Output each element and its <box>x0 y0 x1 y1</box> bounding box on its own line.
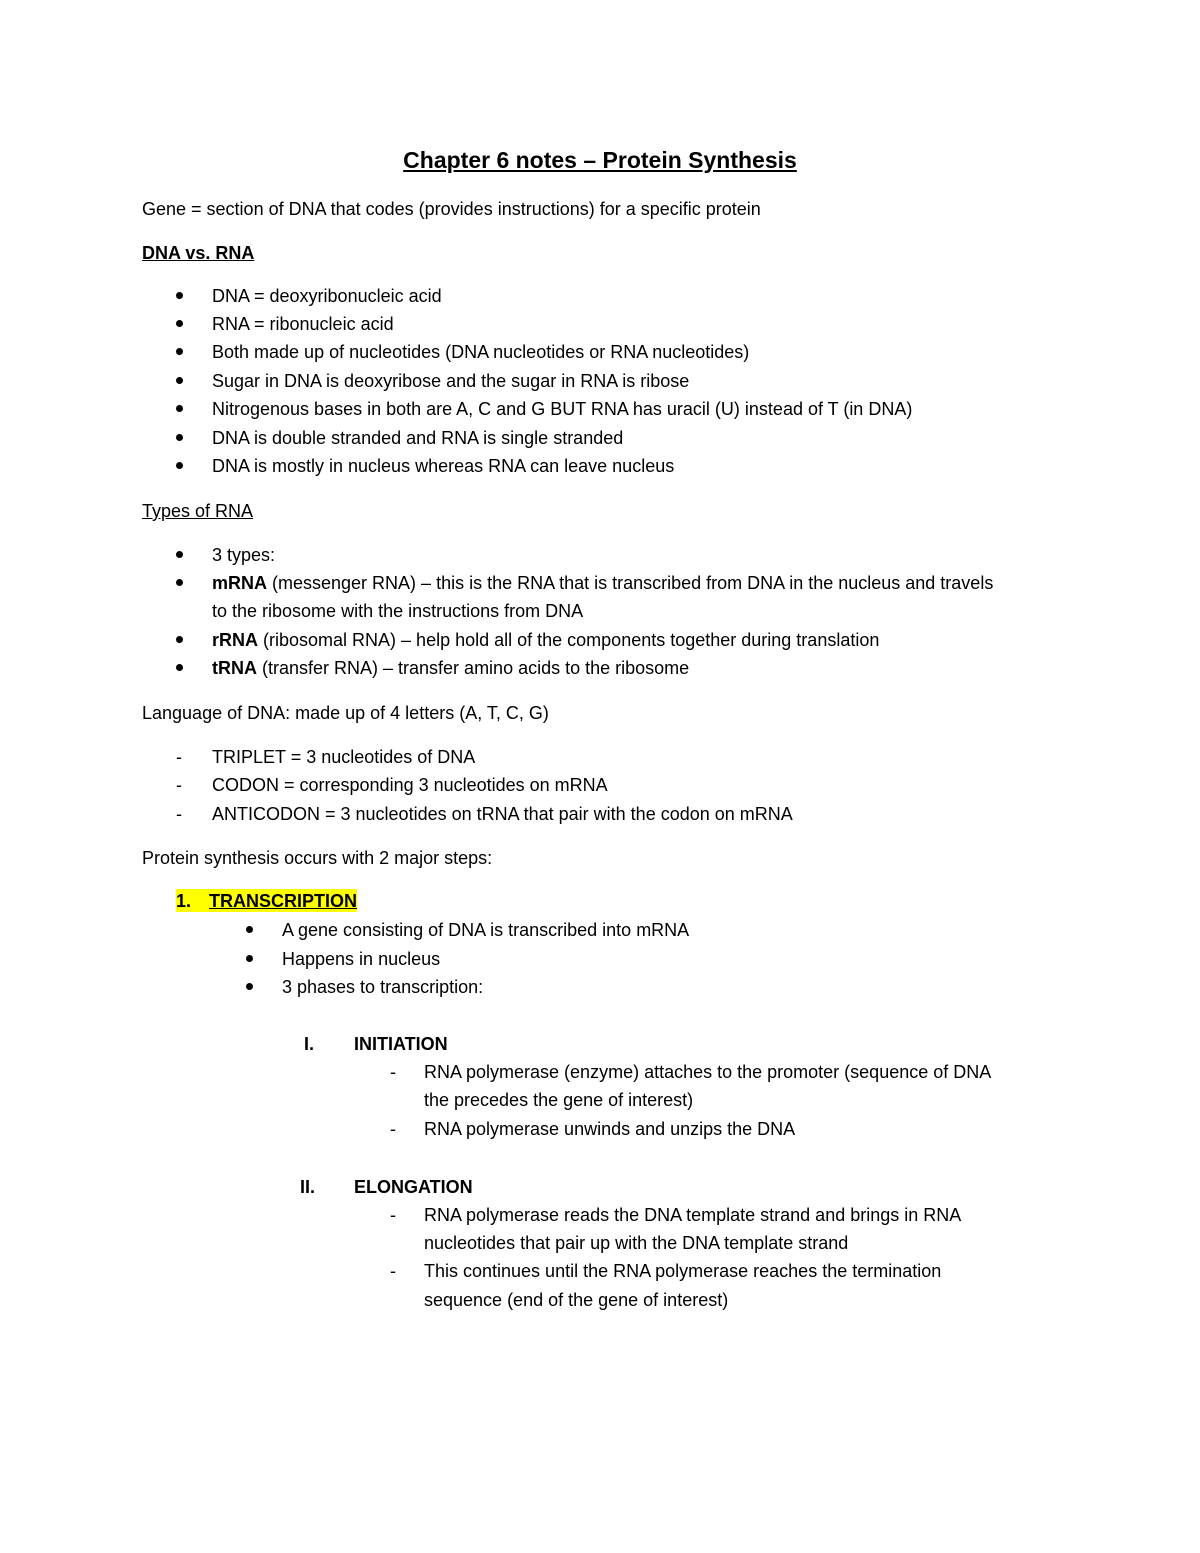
page-title: Chapter 6 notes – Protein Synthesis <box>403 147 797 173</box>
term-trna: tRNA <box>212 658 257 678</box>
bullet-icon <box>246 926 253 933</box>
list-item: DNA = deoxyribonucleic acid <box>212 286 442 306</box>
list-item: This continues until the RNA polymerase reaches the termination <box>424 1261 942 1281</box>
term-mrna: mRNA <box>212 573 268 593</box>
list-item: 3 types: <box>212 545 276 565</box>
step-title: TRANSCRIPTION <box>209 891 358 911</box>
gene-definition: Gene = section of DNA that codes (provides instructions) for a specific protein <box>142 199 761 219</box>
term-rrna: rRNA <box>212 630 259 650</box>
list-item: RNA polymerase unwinds and unzips the DNA <box>424 1119 796 1139</box>
list-item: 3 phases to transcription: <box>282 977 484 997</box>
bullet-icon <box>246 955 253 962</box>
list-item: DNA is mostly in nucleus whereas RNA can leave nucleus <box>212 456 675 476</box>
phase-numeral: I. <box>304 1034 315 1054</box>
list-item: DNA is double stranded and RNA is single stranded <box>212 428 624 448</box>
bullet-icon <box>176 434 183 441</box>
phase-name: ELONGATION <box>354 1177 473 1197</box>
bullet-icon <box>176 664 183 671</box>
list-item: Both made up of nucleotides (DNA nucleotides or RNA nucleotides) <box>212 342 750 362</box>
list-item: Happens in nucleus <box>282 949 441 969</box>
list-item: Sugar in DNA is deoxyribose and the sugar in RNA is ribose <box>212 371 690 391</box>
bullet-icon <box>246 983 253 990</box>
step-number: 1. <box>176 891 192 911</box>
bullet-icon <box>176 320 183 327</box>
list-item: RNA = ribonucleic acid <box>212 314 394 334</box>
types-of-rna-heading: Types of RNA <box>142 501 254 521</box>
list-item <box>212 629 879 651</box>
dash-icon: - <box>390 1205 396 1225</box>
list-item: Nitrogenous bases in both are A, C and G BUT RNA has uracil (U) instead of T (in DNA) <box>212 399 913 419</box>
bullet-icon <box>176 579 183 586</box>
list-item <box>212 572 993 594</box>
list-item: RNA polymerase (enzyme) attaches to the promoter (sequence of DNA <box>424 1062 992 1082</box>
term-rrna-description: (ribosomal RNA) – help hold all of the components together during translation <box>258 630 880 650</box>
list-item: TRIPLET = 3 nucleotides of DNA <box>212 747 476 767</box>
list-item-continuation: nucleotides that pair up with the DNA template strand <box>424 1233 849 1253</box>
dash-icon: - <box>390 1261 396 1281</box>
dash-icon: - <box>390 1119 396 1139</box>
list-item <box>212 657 689 679</box>
list-item-continuation: the precedes the gene of interest) <box>424 1090 694 1110</box>
dash-icon: - <box>176 775 182 795</box>
list-item: RNA polymerase reads the DNA template strand and brings in RNA <box>424 1205 962 1225</box>
dash-icon: - <box>390 1062 396 1082</box>
bullet-icon <box>176 377 183 384</box>
bullet-icon <box>176 348 183 355</box>
bullet-icon <box>176 292 183 299</box>
bullet-icon <box>176 551 183 558</box>
protein-synthesis-intro: Protein synthesis occurs with 2 major steps: <box>142 848 493 868</box>
transcription-heading <box>176 890 357 912</box>
language-intro: Language of DNA: made up of 4 letters (A, T, C, G) <box>142 703 549 723</box>
bullet-icon <box>176 636 183 643</box>
list-item: ANTICODON = 3 nucleotides on tRNA that pair with the codon on mRNA <box>212 804 793 824</box>
term-mrna-description: (messenger RNA) – this is the RNA that is transcribed from DNA in the nucleus and travels <box>267 573 994 593</box>
list-item-continuation: to the ribosome with the instructions from DNA <box>212 601 584 621</box>
bullet-icon <box>176 462 183 469</box>
dna-vs-rna-heading: DNA vs. RNA <box>142 243 255 263</box>
list-item: A gene consisting of DNA is transcribed into mRNA <box>282 920 690 940</box>
phase-numeral: II. <box>300 1177 316 1197</box>
bullet-icon <box>176 405 183 412</box>
dash-icon: - <box>176 747 182 767</box>
list-item: CODON = corresponding 3 nucleotides on mRNA <box>212 775 608 795</box>
phase-name: INITIATION <box>354 1034 448 1054</box>
list-item-continuation: sequence (end of the gene of interest) <box>424 1290 729 1310</box>
term-trna-description: (transfer RNA) – transfer amino acids to the ribosome <box>257 658 690 678</box>
dash-icon: - <box>176 804 182 824</box>
